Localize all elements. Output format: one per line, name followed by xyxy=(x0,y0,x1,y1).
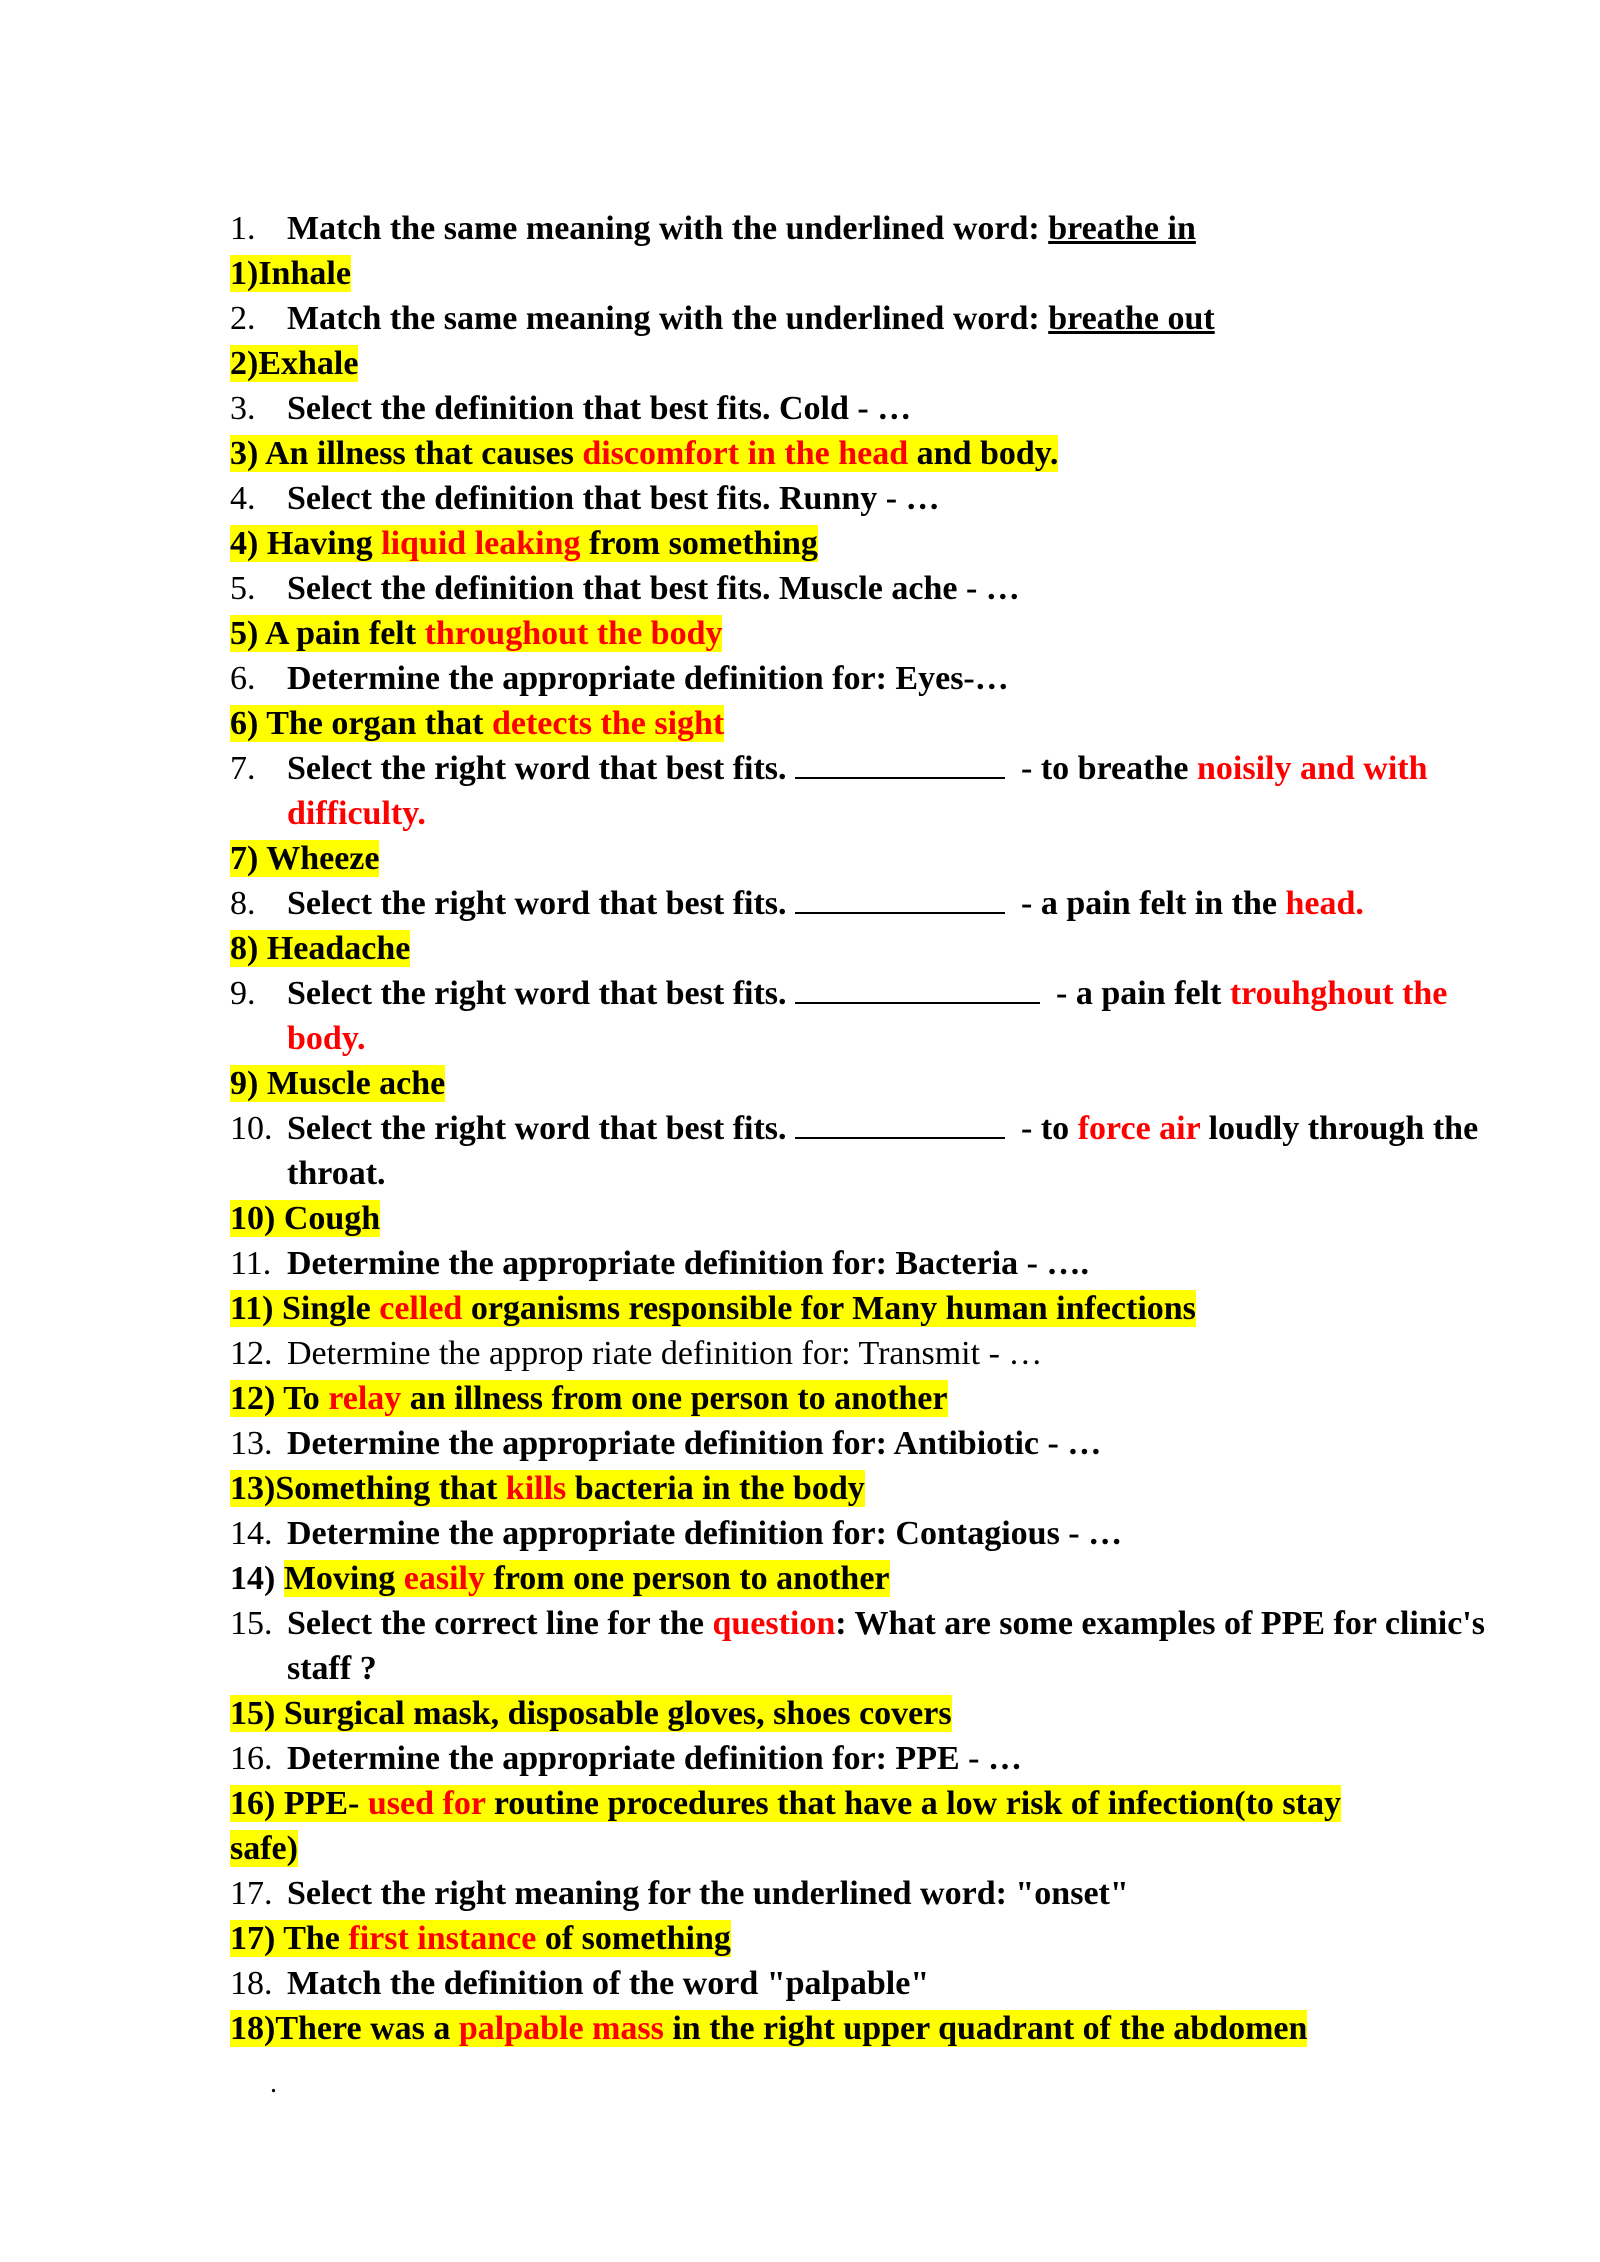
question-12: 12. Determine the approp riate definition for: Transmit - … xyxy=(230,1335,1043,1372)
underlined-word: breathe out xyxy=(1048,300,1215,337)
question-13: 13. Determine the appropriate definition for: Antibiotic - … xyxy=(230,1425,1102,1462)
question-16: 16. Determine the appropriate definition for: PPE - … xyxy=(230,1740,1022,1777)
question-14: 14. Determine the appropriate definition for: Contagious - … xyxy=(230,1515,1123,1552)
question-15: 15. Select the correct line for the question: What are some examples of PPE for clinic's staff ? xyxy=(230,1605,1485,1687)
answer-14: 14) Moving easily from one person to another xyxy=(230,1560,890,1597)
answer-10: 10) Cough xyxy=(230,1200,381,1237)
answer-blank xyxy=(795,972,1040,1004)
answer-15: 15) Surgical mask, disposable gloves, shoes covers xyxy=(230,1695,952,1732)
answer-8: 8) Headache xyxy=(230,930,411,967)
answer-7: 7) Wheeze xyxy=(230,840,380,877)
answer-17: 17) The first instance of something xyxy=(230,1920,731,1957)
question-4: 4. Select the definition that best fits. Runny - … xyxy=(230,480,940,517)
question-18: 18. Match the definition of the word "palpable" xyxy=(230,1965,930,2002)
question-17: 17. Select the right meaning for the underlined word: "onset" xyxy=(230,1875,1129,1912)
answer-4: 4) Having liquid leaking from something xyxy=(230,525,818,562)
answer-18: 18)There was a palpable mass in the right upper quadrant of the abdomen xyxy=(230,2010,1308,2047)
answer-11: 11) Single celled organisms responsible for Many human infections xyxy=(230,1290,1196,1327)
question-8: 8. Select the right word that best fits. - a pain felt in the head. xyxy=(230,881,1530,926)
answer-5: 5) A pain felt throughout the body xyxy=(230,615,723,652)
answer-blank xyxy=(795,1107,1005,1139)
answer-16: 16) PPE- used for routine procedures that have a low risk of infection(to stay xyxy=(230,1785,1341,1822)
question-3: 3. Select the definition that best fits. Cold - … xyxy=(230,390,912,427)
answer-16-continued: safe) xyxy=(230,1830,298,1867)
stray-mark: . xyxy=(270,2068,277,2099)
answer-9: 9) Muscle ache xyxy=(230,1065,446,1102)
answer-2: 2)Exhale xyxy=(230,345,359,382)
worksheet xyxy=(230,206,1530,2051)
answer-12: 12) To relay an illness from one person to another xyxy=(230,1380,948,1417)
answer-6: 6) The organ that detects the sight xyxy=(230,705,725,742)
question-9: 9. Select the right word that best fits. - a pain felt trouhghout the body. xyxy=(230,971,1530,1061)
question-5: 5. Select the definition that best fits. Muscle ache - … xyxy=(230,570,1020,607)
question-1: 1. Match the same meaning with the underlined word: breathe in xyxy=(230,210,1196,247)
underlined-word: breathe in xyxy=(1048,210,1196,247)
question-11: 11. Determine the appropriate definition for: Bacteria - …. xyxy=(230,1245,1089,1282)
question-10: 10. Select the right word that best fits. - to force air loudly through the throat. xyxy=(230,1106,1530,1196)
question-7: 7. Select the right word that best fits. - to breathe noisily and with difficulty. xyxy=(230,746,1530,836)
answer-3: 3) An illness that causes discomfort in the head and body. xyxy=(230,435,1059,472)
answer-13: 13)Something that kills bacteria in the body xyxy=(230,1470,865,1507)
answer-blank xyxy=(795,747,1005,779)
question-2: 2. Match the same meaning with the underlined word: breathe out xyxy=(230,300,1215,337)
answer-blank xyxy=(795,882,1005,914)
answer-1: 1)Inhale xyxy=(230,255,351,292)
question-6: 6. Determine the appropriate definition for: Eyes-… xyxy=(230,660,1009,697)
